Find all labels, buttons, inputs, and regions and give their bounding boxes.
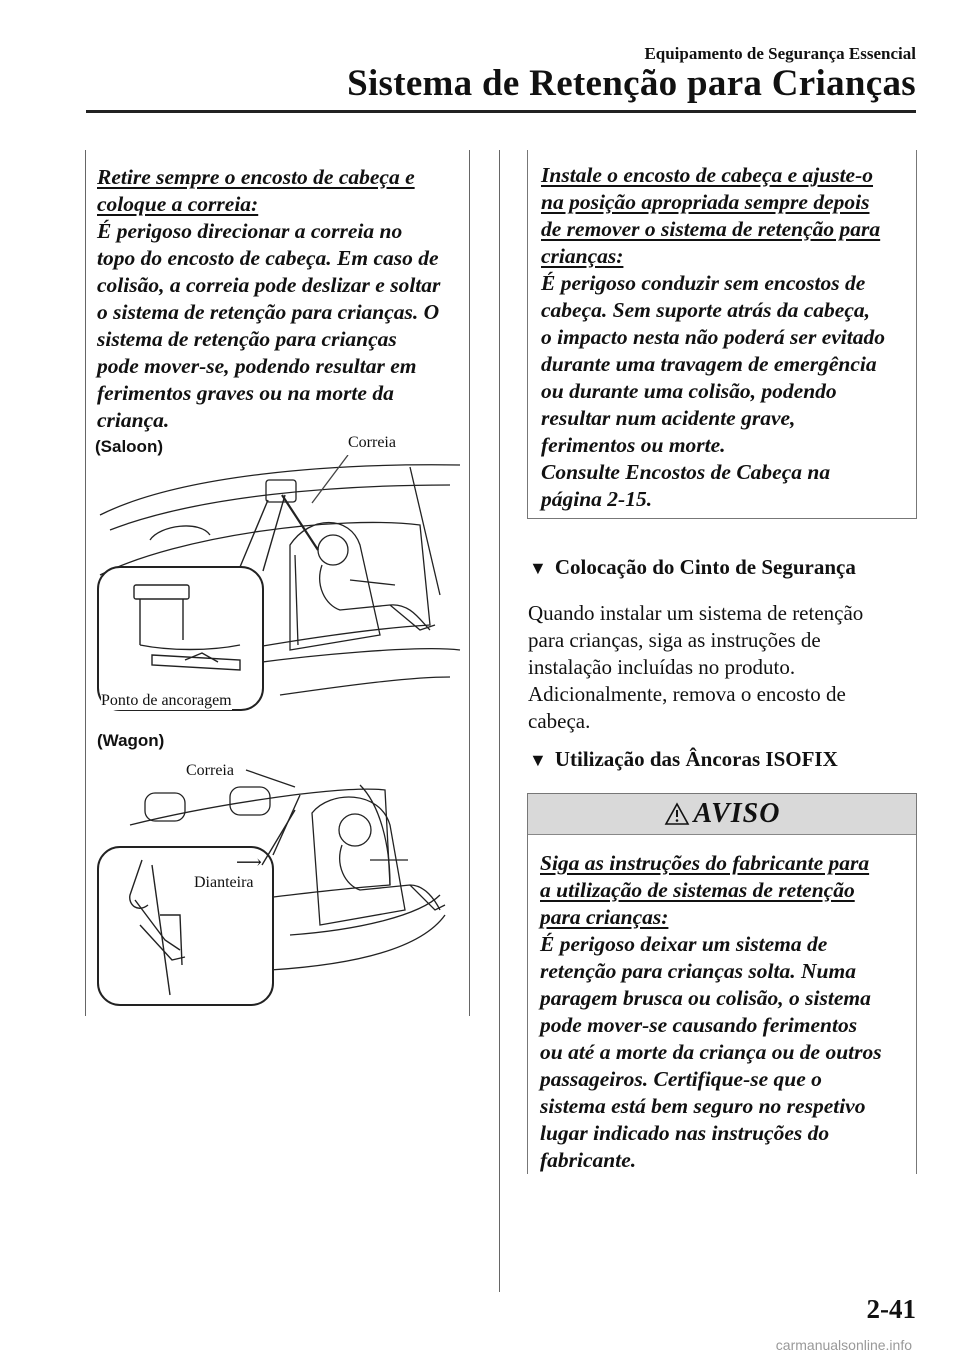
aviso-heading-1: Siga as instruções do fabricante para [540, 851, 870, 875]
front-arrow-icon: ⟶ [236, 852, 262, 872]
left-warning-body-7: ferimentos graves ou na morte da [97, 381, 394, 405]
saloon-caption: (Saloon) [95, 437, 163, 456]
seatbelt-body-2: para crianças, siga as instruções de [528, 628, 821, 652]
right-warning-body-7: ferimentos ou morte. [541, 433, 726, 457]
right-warning-body-4: durante uma travagem de emergência [541, 352, 877, 376]
saloon-anchor-label: Ponto de ancoragem [101, 692, 232, 709]
saloon-tether-label: Correia [348, 434, 396, 451]
saloon-illustration [90, 455, 465, 720]
right-warning-body-9: página 2-15. [541, 487, 653, 511]
right-warning-heading-3: de remover o sistema de retenção para [541, 217, 881, 241]
warning-triangle-icon [664, 802, 690, 826]
aviso-banner [528, 794, 916, 835]
right-warning-body-6: resultar num acidente grave, [541, 406, 796, 430]
seatbelt-body [528, 600, 918, 735]
left-warning-body-6: pode mover-se, podendo resultar em [97, 354, 417, 378]
page-number: 2-41 [866, 1294, 916, 1324]
left-column-right-line [469, 150, 470, 1016]
wagon-tether-label: Correia [186, 762, 234, 779]
left-margin-line [85, 150, 86, 1016]
aviso-body-5: ou até a morte da criança ou de outros [540, 1040, 882, 1064]
left-warning-body-2: topo do encosto de cabeça. Em caso de [97, 246, 439, 270]
watermark: carmanualsonline.info [775, 1337, 912, 1353]
seatbelt-body-4: Adicionalmente, remova o encosto de [528, 682, 846, 706]
right-warning-heading-1: Instale o encosto de cabeça e ajuste-o [541, 163, 874, 187]
aviso-heading-2: a utilização de sistemas de retenção [540, 878, 855, 902]
left-warning-heading-2: coloque a correia: [97, 192, 259, 216]
right-warning-body-8: Consulte Encostos de Cabeça na [541, 460, 831, 484]
aviso-title: AVISO [693, 798, 781, 829]
right-warning [541, 162, 909, 513]
aviso-body-1: É perigoso deixar um sistema de [540, 932, 828, 956]
wagon-caption: (Wagon) [97, 731, 165, 750]
aviso-body-6: passageiros. Certifique-se que o [540, 1067, 822, 1091]
wagon-front-label: Dianteira [194, 874, 254, 891]
isofix-heading [529, 747, 838, 772]
right-warning-body-3: o impacto nesta não poderá ser evitado [541, 325, 885, 349]
aviso-body-8: lugar indicado nas instruções do [540, 1121, 830, 1145]
seatbelt-heading [529, 555, 856, 580]
right-warning-body-5: ou durante uma colisão, podendo [541, 379, 837, 403]
left-warning-body-3: colisão, a correia pode deslizar e soltar [97, 273, 441, 297]
triangle-down-icon: ▼ [529, 558, 547, 578]
aviso-body-3: paragem brusca ou colisão, o sistema [540, 986, 871, 1010]
seatbelt-body-5: cabeça. [528, 709, 591, 733]
aviso-text [540, 850, 912, 1174]
left-warning-body-8: criança. [97, 408, 170, 432]
aviso-body-2: retenção para crianças solta. Numa [540, 959, 856, 983]
left-warning-body-1: É perigoso direcionar a correia no [97, 219, 403, 243]
page-title: Sistema de Retenção para Crianças [347, 63, 916, 104]
aviso-body-9: fabricante. [540, 1148, 637, 1172]
right-warning-heading-4: crianças: [541, 244, 624, 268]
left-warning-body-4: o sistema de retenção para crianças. O [97, 300, 440, 324]
right-warning-body-2: cabeça. Sem suporte atrás da cabeça, [541, 298, 871, 322]
section-label: Equipamento de Segurança Essencial [644, 44, 916, 63]
seatbelt-body-1: Quando instalar um sistema de retenção [528, 601, 864, 625]
triangle-down-icon: ▼ [529, 750, 547, 770]
aviso-heading-3: para crianças: [540, 905, 669, 929]
seatbelt-heading-text: Colocação do Cinto de Segurança [554, 555, 856, 579]
header-rule [86, 110, 916, 113]
right-warning-heading-2: na posição apropriada sempre depois [541, 190, 870, 214]
wagon-illustration [90, 765, 465, 1010]
aviso-body-7: sistema está bem seguro no respetivo [540, 1094, 866, 1118]
isofix-heading-text: Utilização das Âncoras ISOFIX [554, 747, 838, 771]
aviso-body-4: pode mover-se causando ferimentos [540, 1013, 858, 1037]
right-warning-body-1: É perigoso conduzir sem encostos de [541, 271, 866, 295]
left-warning-body-5: sistema de retenção para crianças [97, 327, 397, 351]
seatbelt-body-3: instalação incluídas no produto. [528, 655, 796, 679]
left-warning-heading-1: Retire sempre o encosto de cabeça e [97, 165, 415, 189]
left-warning [97, 164, 467, 434]
column-divider [499, 150, 500, 1292]
